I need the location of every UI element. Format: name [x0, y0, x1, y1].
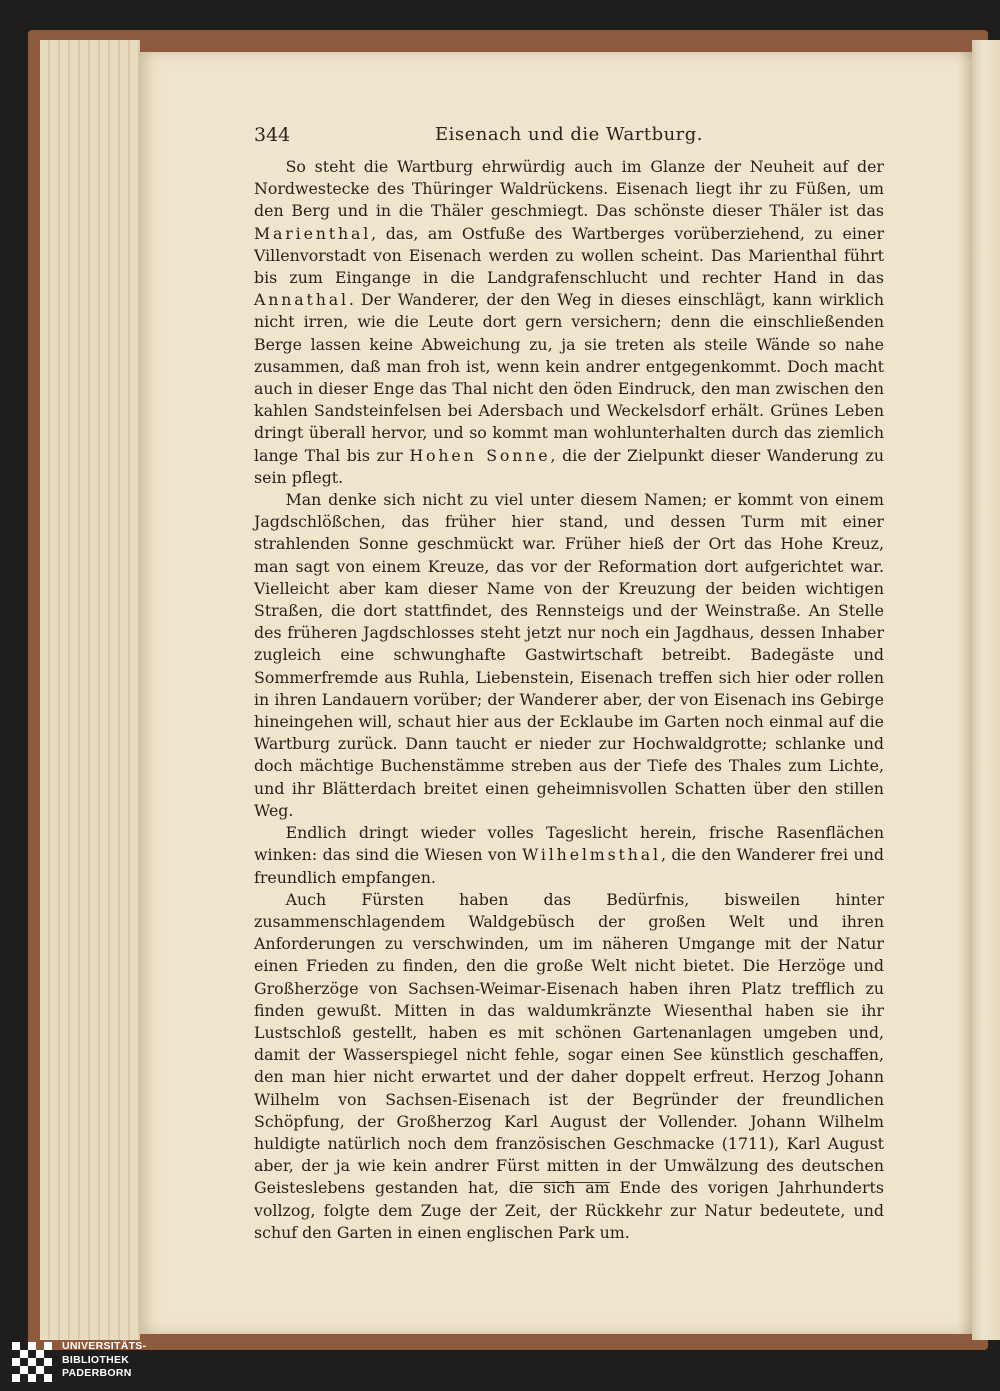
text-run: So steht die Wartburg ehrwürdig auch im Glanze der Neuheit auf der Nordwestecke des Thüringer Waldrückens. Eisenach liegt ihr zu Füßen, um den Berg und in die Thäler geschmiegt. Das schönste dieser Thäler ist das [254, 157, 884, 221]
paragraph [254, 156, 884, 489]
text-run: . Der Wanderer, der den Weg in dieses einschlägt, kann wirklich nicht irren, wie die Leute dort gern versichern; denn die einschließenden Berge lassen keine Abweichung zu, ja sie treten als steile Wände so nahe zusammen, daß man froh ist, wenn kein andrer entgegenkommt. Doch macht auch in dieser Enge das Thal nicht den öden Eindruck, den man zwischen den kahlen Sandsteinfelsen bei Adersbach und Weckelsdorf erhält. Grünes Leben dringt überall hervor, und so kommt man wohlunterhalten durch das ziemlich lange Thal bis zur [254, 290, 884, 465]
text-run: , die der Zielpunkt dieser Wanderung zu sein pflegt. [254, 445, 884, 487]
library-logo-icon [12, 1342, 52, 1382]
text-run: Endlich dringt wieder volles Tageslicht herein, frische Rasenflächen winken: das sind die Wiesen von [254, 823, 884, 865]
paragraph [254, 889, 884, 1244]
paragraph [254, 489, 884, 822]
page-number: 344 [254, 124, 291, 146]
body-text [254, 156, 884, 1244]
spaced-name: Wilhelmsthal [522, 845, 661, 865]
library-logo-text [62, 1340, 146, 1381]
end-rule [520, 1182, 610, 1183]
text-run: , die den Wanderer frei und freundlich empfangen. [254, 845, 884, 887]
library-logo-line: UNIVERSITÄTS- [62, 1340, 147, 1352]
library-logo [12, 1340, 212, 1384]
text-run: Auch Fürsten haben das Bedürfnis, bisweilen hinter zusammenschlagendem Waldgebüsch der großen Welt und ihren Anforderungen zu verschwinden, um im näheren Umgange mit der Natur einen Frieden zu finden, den die große Welt nicht bietet. Die Herzöge und Großherzöge von Sachsen-Weimar-Eisenach haben ihren Platz trefflich zu finden gewußt. Mitten in das waldumkränzte Wiesenthal haben sie ihr Lustschloß gestellt, haben es mit schönen Gartenanlagen umgeben und, damit der Wasserspiegel nicht fehle, sogar einen See künstlich geschaffen, den man hier nicht erwartet und der daher doppelt erfreut. Herzog Johann Wilhelm von Sachsen-Eisenach ist der Begründer der freundlichen Schöpfung, der Großherzog Karl August der Vollender. Johann Wilhelm huldigte natürlich noch dem französischen Geschmacke (1711), Karl August aber, der ja wie kein andrer Fürst mitten in der Umwälzung des deutschen Geisteslebens gestanden hat, die sich am Ende des vorigen Jahrhunderts vollzog, folgte dem Zuge der Zeit, der Rückkehr zur Natur bedeutete, und schuf den Garten in einen englischen Park um. [254, 889, 884, 1242]
library-logo-line: BIBLIOTHEK [62, 1353, 130, 1366]
text-run: , das, am Ostfuße des Wartberges vorüberziehend, zu einer Villenvorstadt von Eisenach werden zu wollen scheint. Das Marienthal führt bis zum Eingange in die Landgrafenschlucht und rechter Hand in das [254, 223, 884, 288]
page-edges [40, 40, 140, 1340]
library-logo-line: PADERBORN [62, 1367, 132, 1379]
running-head: Eisenach und die Wartburg. [434, 124, 704, 145]
page-header [254, 118, 884, 148]
text-run: Man denke sich nicht zu viel unter diesem Namen; er kommt von einem Jagdschlößchen, das früher hier stand, und dessen Turm mit einer strahlenden Sonne geschmückt war. Früher hieß der Ort das Hohe Kreuz, man sagt von einem Kreuze, das vor der Reformation dort aufgerichtet war. Vielleicht aber kam dieser Name von der Kreuzung der beiden wichtigen Straßen, die dort stattfindet, des Rennsteigs und der Weinstraße. An Stelle des früheren Jagdschlosses steht jetzt nur noch ein Jagdhaus, dessen Inhaber zugleich eine schwunghafte Gastwirtschaft betreibt. Badegäste und Sommerfremde aus Ruhla, Liebenstein, Eisenach treffen sich hier oder rollen in ihren Landauern vorüber; der Wanderer aber, der von Eisenach ins Gebirge hineingehen will, schaut hier aus der Ecklaube im Garten noch einmal auf die Wartburg zurück. Dann taucht er nieder zur Hochwaldgrotte; schlanke und doch mächtige Buchenstämme streben aus der Tiefe des Thales zum Lichte, und ihr Blätterdach breitet einen geheimnisvollen Schatten über den stillen Weg. [254, 490, 884, 820]
spaced-name: Annathal [254, 290, 349, 310]
paragraph [254, 822, 884, 889]
facing-page-edge [972, 40, 1000, 1340]
spaced-name: Hohen Sonne [409, 445, 551, 465]
spaced-name: Marienthal [254, 223, 372, 243]
